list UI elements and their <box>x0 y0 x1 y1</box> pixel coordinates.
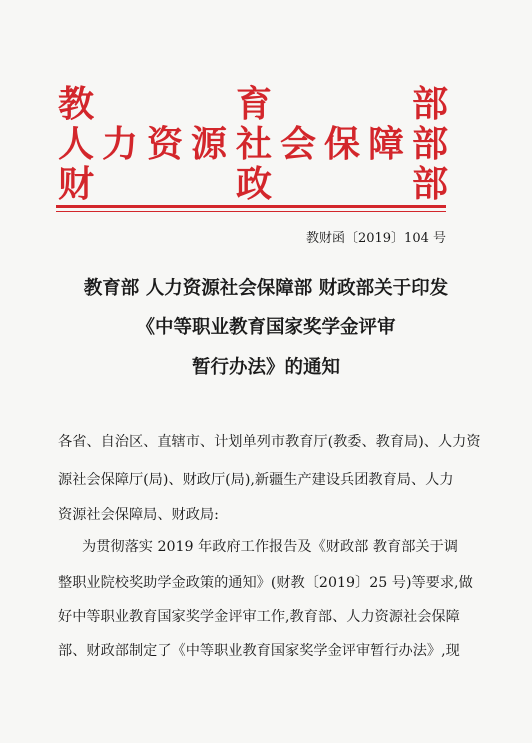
letterhead-char: 会 <box>280 123 317 165</box>
letterhead-char: 障 <box>368 123 405 165</box>
letterhead-char: 力 <box>102 123 139 165</box>
paragraph-line: 部、财政部制定了《中等职业教育国家奖学金评审暂行办法》,现 <box>58 643 460 659</box>
letterhead-char: 源 <box>191 123 228 165</box>
letterhead-line-education-ministry <box>58 82 448 126</box>
letterhead-divider-thin <box>56 211 446 212</box>
letterhead-char: 保 <box>324 123 361 165</box>
letterhead-line-finance-ministry <box>58 162 448 206</box>
paragraph-line: 整职业院校奖助学金政策的通知》(财教〔2019〕25 号)等要求,做 <box>58 575 473 591</box>
letterhead-char: 政 <box>236 163 273 205</box>
letterhead-char: 部 <box>412 163 449 205</box>
letterhead-char: 资 <box>147 123 184 165</box>
letterhead-char: 育 <box>236 83 273 125</box>
letterhead-char: 财 <box>58 163 95 205</box>
title-line-3: 暂行办法》的通知 <box>191 357 340 378</box>
paragraph-line: 为贯彻落实 2019 年政府工作报告及《财政部 教育部关于调 <box>82 539 458 555</box>
letterhead-char: 部 <box>412 83 449 125</box>
title-line-2: 《中等职业教育国家奖学金评审 <box>136 317 396 338</box>
letterhead-divider-thick <box>56 205 446 208</box>
addressee-line: 资源社会保障局、财政局: <box>58 507 219 523</box>
paragraph-line: 好中等职业教育国家奖学金评审工作,教育部、人力资源社会保障 <box>58 609 460 625</box>
letterhead-char: 社 <box>236 123 273 165</box>
letterhead-char: 部 <box>412 123 449 165</box>
letterhead-char: 人 <box>58 123 95 165</box>
letterhead-line-hrss-ministry <box>58 122 448 166</box>
addressee-line: 源社会保障厅(局)、财政厅(局),新疆生产建设兵团教育局、人力 <box>58 472 454 488</box>
addressee-line: 各省、自治区、直辖市、计划单列市教育厅(教委、教育局)、人力资 <box>58 434 481 450</box>
letterhead-char: 教 <box>58 83 95 125</box>
title-line-1: 教育部 人力资源社会保障部 财政部关于印发 <box>83 278 449 299</box>
document-number: 教财函〔2019〕104 号 <box>305 231 446 246</box>
